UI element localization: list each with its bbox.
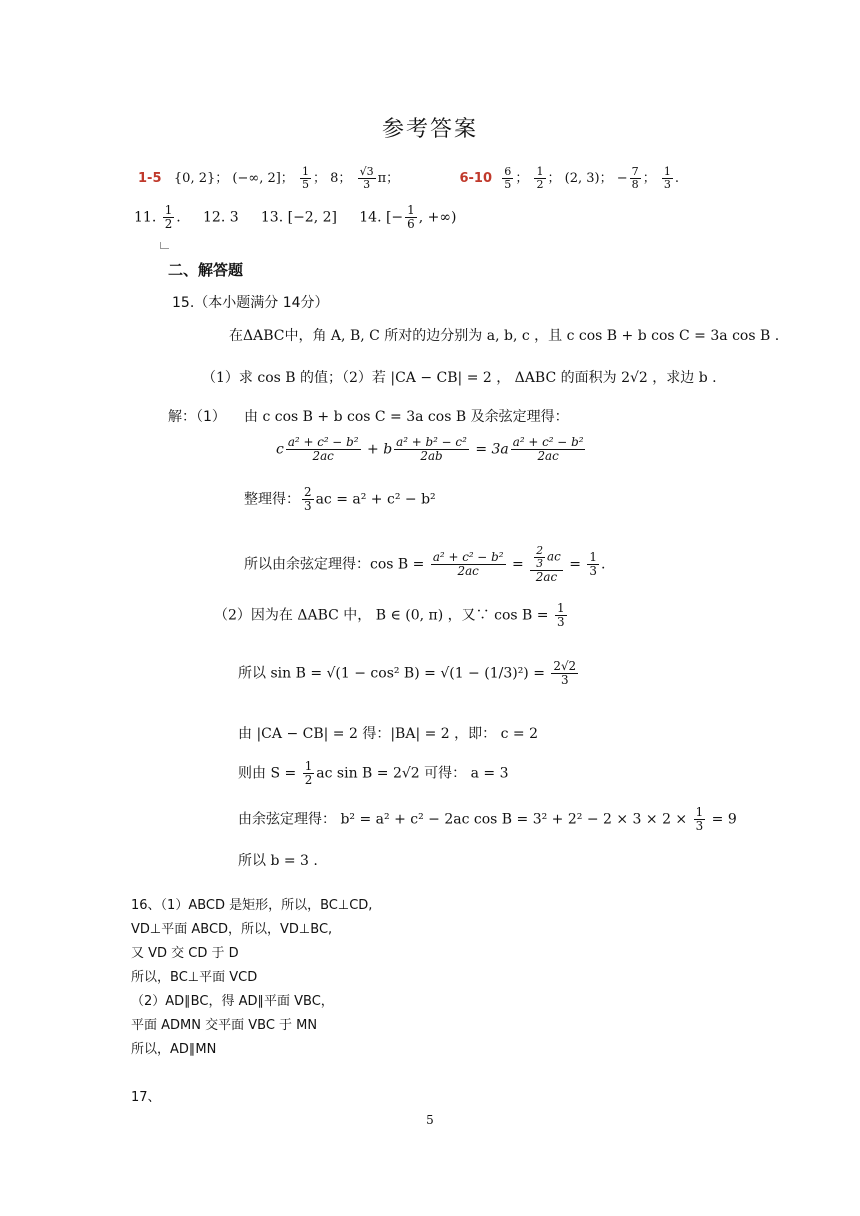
answer-7: ； [547,171,561,187]
answer-6-fraction: $\frac{6}{5}$ [504,165,512,192]
solution-line-3-rest: ac = a² + c² − b² [315,491,436,508]
q16-line: 所以，AD∥MN [131,1042,217,1057]
answer-3: ； [312,171,326,187]
page-number: 5 [426,1113,434,1127]
answers-6-10-label: 6-10 [459,171,493,187]
solution-area-prefix: 则由 S = [238,765,297,782]
answer-8: (2, 3)； [564,171,613,187]
answers-1-5-label: 1-5 [138,171,162,187]
answer-1: {0, 2}； [173,171,229,187]
q16-line: 16、（1）ABCD 是矩形，所以，BC⊥CD, [131,898,373,913]
answer-13: 13. [−2, 2] [260,209,337,226]
solution-area-rest: ac sin B = 2√2 可得： a = 3 [316,765,509,782]
answer-5: π； [377,171,400,187]
solution-line-1: 由 c cos B + b cos C = 3a cos B 及余弦定理得： [244,409,569,425]
answer-6: ； [515,171,529,187]
q15-heading: 15.（本小题满分 14分） [172,295,329,311]
answer-3-fraction: $\frac{1}{5}$ [301,165,309,192]
page-title: 参考答案 [381,117,478,142]
solution-sin: 所以 sin B = √(1 − cos² B) = √(1 − (1/3)²) = $\frac{2√2}{3}$ [238,659,577,688]
answers-11-14: 11. $\frac{1}{2}$ . 12. 3 13. [−2, 2] 14. [− $\frac{1}{6}$ , +∞) [134,203,457,232]
answer-7-fraction: $\frac{1}{2}$ [536,165,544,192]
answers-1-10: 1-5 {0, 2}； (−∞, 2]； $\frac{1}{5}$ ； 8； $\frac{√3}{3}$ π； 6-10 $\frac{6}{5}$ ； $\frac{1}{2}$ ； (2, 3)； − $\frac{7}{8}$ ； $\frac{1}{3}$ . [138,165,680,192]
answer-12: 12. 3 [203,209,239,226]
answer-9: ； [642,171,656,187]
solution-label: 解：（1） [168,409,226,425]
answer-4: 8； [330,171,352,187]
answer-14-fraction: $\frac{1}{6}$ [407,203,415,232]
solution-part-2-text: （2）因为在 ΔABC 中， B ∈ (0, π) ，又∵ cos B = [214,607,549,624]
section-heading: 二、解答题 [168,261,244,279]
solution-sin-text: 所以 sin B = √(1 − cos² B) = √(1 − (1/3)²) = [238,665,545,682]
q16-line: 平面 ADMN 交平面 VBC 于 MN [131,1018,318,1033]
solution-cosine-law-prefix: 由余弦定理得： b² = a² + c² − 2ac cos B = 3² + 2² − 2 × 3 × 2 × [238,811,688,828]
answer-11-label: 11. [134,209,157,226]
answer-14-suffix: , +∞) [418,209,457,226]
solution-area: 则由 S = $\frac{1}{2}$ ac sin B = 2√2 可得： a = 3 [238,759,509,788]
solution-b: 所以 b = 3 . [238,853,318,869]
answer-9-fraction: $\frac{7}{8}$ [631,165,639,192]
answer-9-sign: − [616,171,628,187]
solution-line-3-prefix: 整理得： [244,491,300,508]
q16-line: （2）AD∥BC，得 AD∥平面 VBC， [131,994,334,1009]
answer-2: (−∞, 2]； [232,171,294,187]
q15-question: （1）求 cos B 的值；（2）若 |CA − CB| = 2 ， ΔABC 的面积为 2√2 ，求边 b . [202,370,717,386]
q17-heading: 17、 [131,1090,161,1105]
solution-line-4-prefix: 所以由余弦定理得：cos B = [244,556,425,573]
answer-5-fraction: $\frac{√3}{3}$ [359,165,374,192]
q16-line: VD⊥平面 ABCD，所以，VD⊥BC, [131,922,333,937]
answer-14-prefix: 14. [− [359,209,404,226]
q16-line: 又 VD 交 CD 于 D [131,946,239,961]
q16-block [131,894,372,1110]
solution-line-3: 整理得： $\frac{2}{3}$ ac = a² + c² − b² [244,485,436,514]
solution-part-2: （2）因为在 ΔABC 中， B ∈ (0, π) ，又∵ cos B = $\frac{1}{3}$ [214,601,565,630]
solution-cosine-equation: c $\frac{\text{a² + c² − b²}}{2ac}$ + b $\frac{\text{a² + b² − c²}}{2ab}$ = 3a $\frac{\text{a² + c² − b²}}{2ac}$ [276,435,584,464]
solution-cosine-law: 由余弦定理得： b² = a² + c² − 2ac cos B = 3² + 2² − 2 × 3 × 2 × $\frac{1}{3}$ = 9 [238,805,737,834]
solution-line-4: 所以由余弦定理得：cos B = $\frac{\text{a² + c² − b²}}{2ac}$ = $\frac{2}{3}$ ac 2ac = $\frac{1}{3}$ . [244,544,606,584]
q15-stem: 在ΔABC中，角 A, B, C 所对的边分别为 a, b, c ，且 c cos B + b cos C = 3a cos B . [229,328,780,344]
solution-cosine-law-rest: = 9 [711,811,737,828]
answer-10-fraction: $\frac{1}{3}$ [663,165,671,192]
answer-11-fraction: $\frac{1}{2}$ [164,203,173,232]
corner-mark [160,242,169,249]
q16-line: 所以，BC⊥平面 VCD [131,970,258,985]
solution-side-c: 由 |CA − CB| = 2 得：|BA| = 2 ，即： c = 2 [238,726,538,742]
